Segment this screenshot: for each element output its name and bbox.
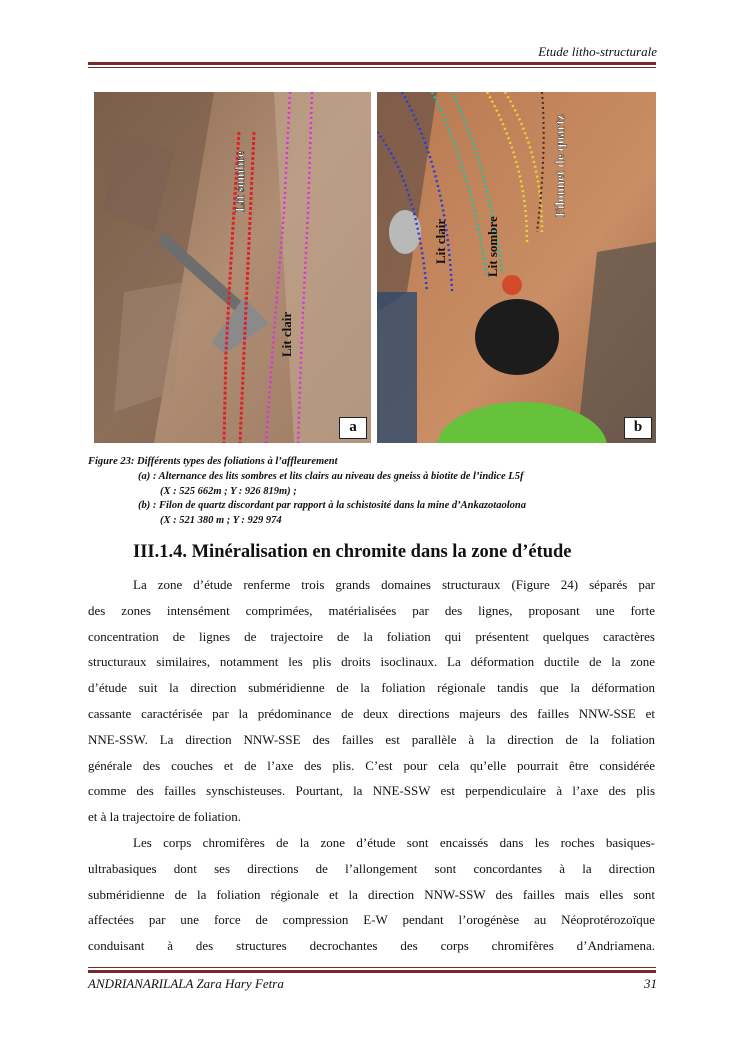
paragraph-2 (88, 830, 655, 959)
paragraph-line: comme des failles synschisteuses. Pourtant, la NNE-SSW est perpendiculaire à l’axe des plis (88, 783, 655, 799)
paragraph-line: structuraux similaires, notamment les plis droits isoclinaux. La déformation ductile de la zone (88, 654, 655, 670)
footer-rule-thin (88, 967, 656, 968)
figure-photo-b (377, 92, 656, 443)
panel-tag-b: b (624, 417, 652, 439)
figure-caption-a-coords: (X : 525 662m ; Y : 926 819m) ; (160, 486, 297, 497)
paragraph-1 (88, 572, 655, 830)
paragraph-line: d’étude suit la direction subméridienne de la foliation régionale tandis que la déformation (88, 680, 655, 696)
header-rule-thin (88, 67, 656, 68)
figure-photo-a (94, 92, 371, 443)
figure-caption-title: Figure 23: Différents types des foliations à l’affleurement (88, 456, 338, 467)
paragraph-line: et à la trajectoire de foliation. (88, 809, 242, 825)
paragraph-line: subméridienne de la foliation régionale et la direction NNW-SSW des failles mais elles sont (88, 886, 655, 902)
paragraph-line: La zone d’étude renferme trois grands domaines structuraux (Figure 24) séparés par (133, 577, 655, 592)
outcrop-photo-b (377, 92, 656, 443)
label-light-layer-b: Lit clair (433, 218, 448, 264)
paragraph-line: ultrabasiques dont ses directions de l’allongement sont concordantes à la direction (88, 860, 655, 876)
paragraph-line: NNE-SSW. La direction NNW-SSE des failles est parallèle à la direction de la foliation (88, 731, 655, 747)
paragraph-line: des zones intensément comprimées, matérialisées par des lignes, proposant une forte (88, 602, 655, 618)
figure-caption-a: (a) : Alternance des lits sombres et lits clairs au niveau des gneiss à biotite de l’indice L5f (138, 471, 524, 482)
label-quartz-vein: Filonnet de quartz (552, 114, 567, 217)
running-header: Etude litho-structurale (538, 44, 657, 59)
section-heading: III.1.4. Minéralisation en chromite dans la zone d’étude (133, 542, 572, 562)
header-rule (88, 62, 656, 65)
label-light-layer-a: Lit clair (279, 311, 294, 357)
page-number: 31 (644, 976, 657, 991)
paragraph-line: concentration de lignes de trajectoire de la foliation qui présentent quelques caractères (88, 628, 655, 644)
paragraph-line: conduisant à des structures decrochantes des corps chromifères d’Andriamena. (88, 938, 655, 954)
panel-tag-a: a (339, 417, 367, 439)
footer-rule (88, 970, 656, 973)
paragraph-line: générale des couches et de l’axe des plis. C’est pour cela qu’elle pourrait être considérée (88, 757, 655, 773)
figure-caption-b: (b) : Filon de quartz discordant par rapport à la schistosité dans la mine d’Ankazotaolona (138, 500, 526, 511)
label-dark-layer-b: Lit sombre (485, 216, 500, 277)
paragraph-line: affectées par une force de compression E-W pendant l’orogénèse au Néoprotérozoïque (88, 912, 655, 928)
figure-caption-b-coords: (X : 521 380 m ; Y : 929 974 (160, 515, 282, 526)
label-dark-layer-a: Lit sombre (232, 151, 247, 212)
paragraph-line: cassante caractérisée par la prédominance de deux directions majeurs des failles NNW-SSE et (88, 705, 655, 721)
paragraph-line: Les corps chromifères de la zone d’étude sont encaissés dans les roches basiques- (133, 835, 655, 850)
footer-author: ANDRIANARILALA Zara Hary Fetra (88, 976, 284, 991)
outcrop-photo-a (94, 92, 371, 443)
